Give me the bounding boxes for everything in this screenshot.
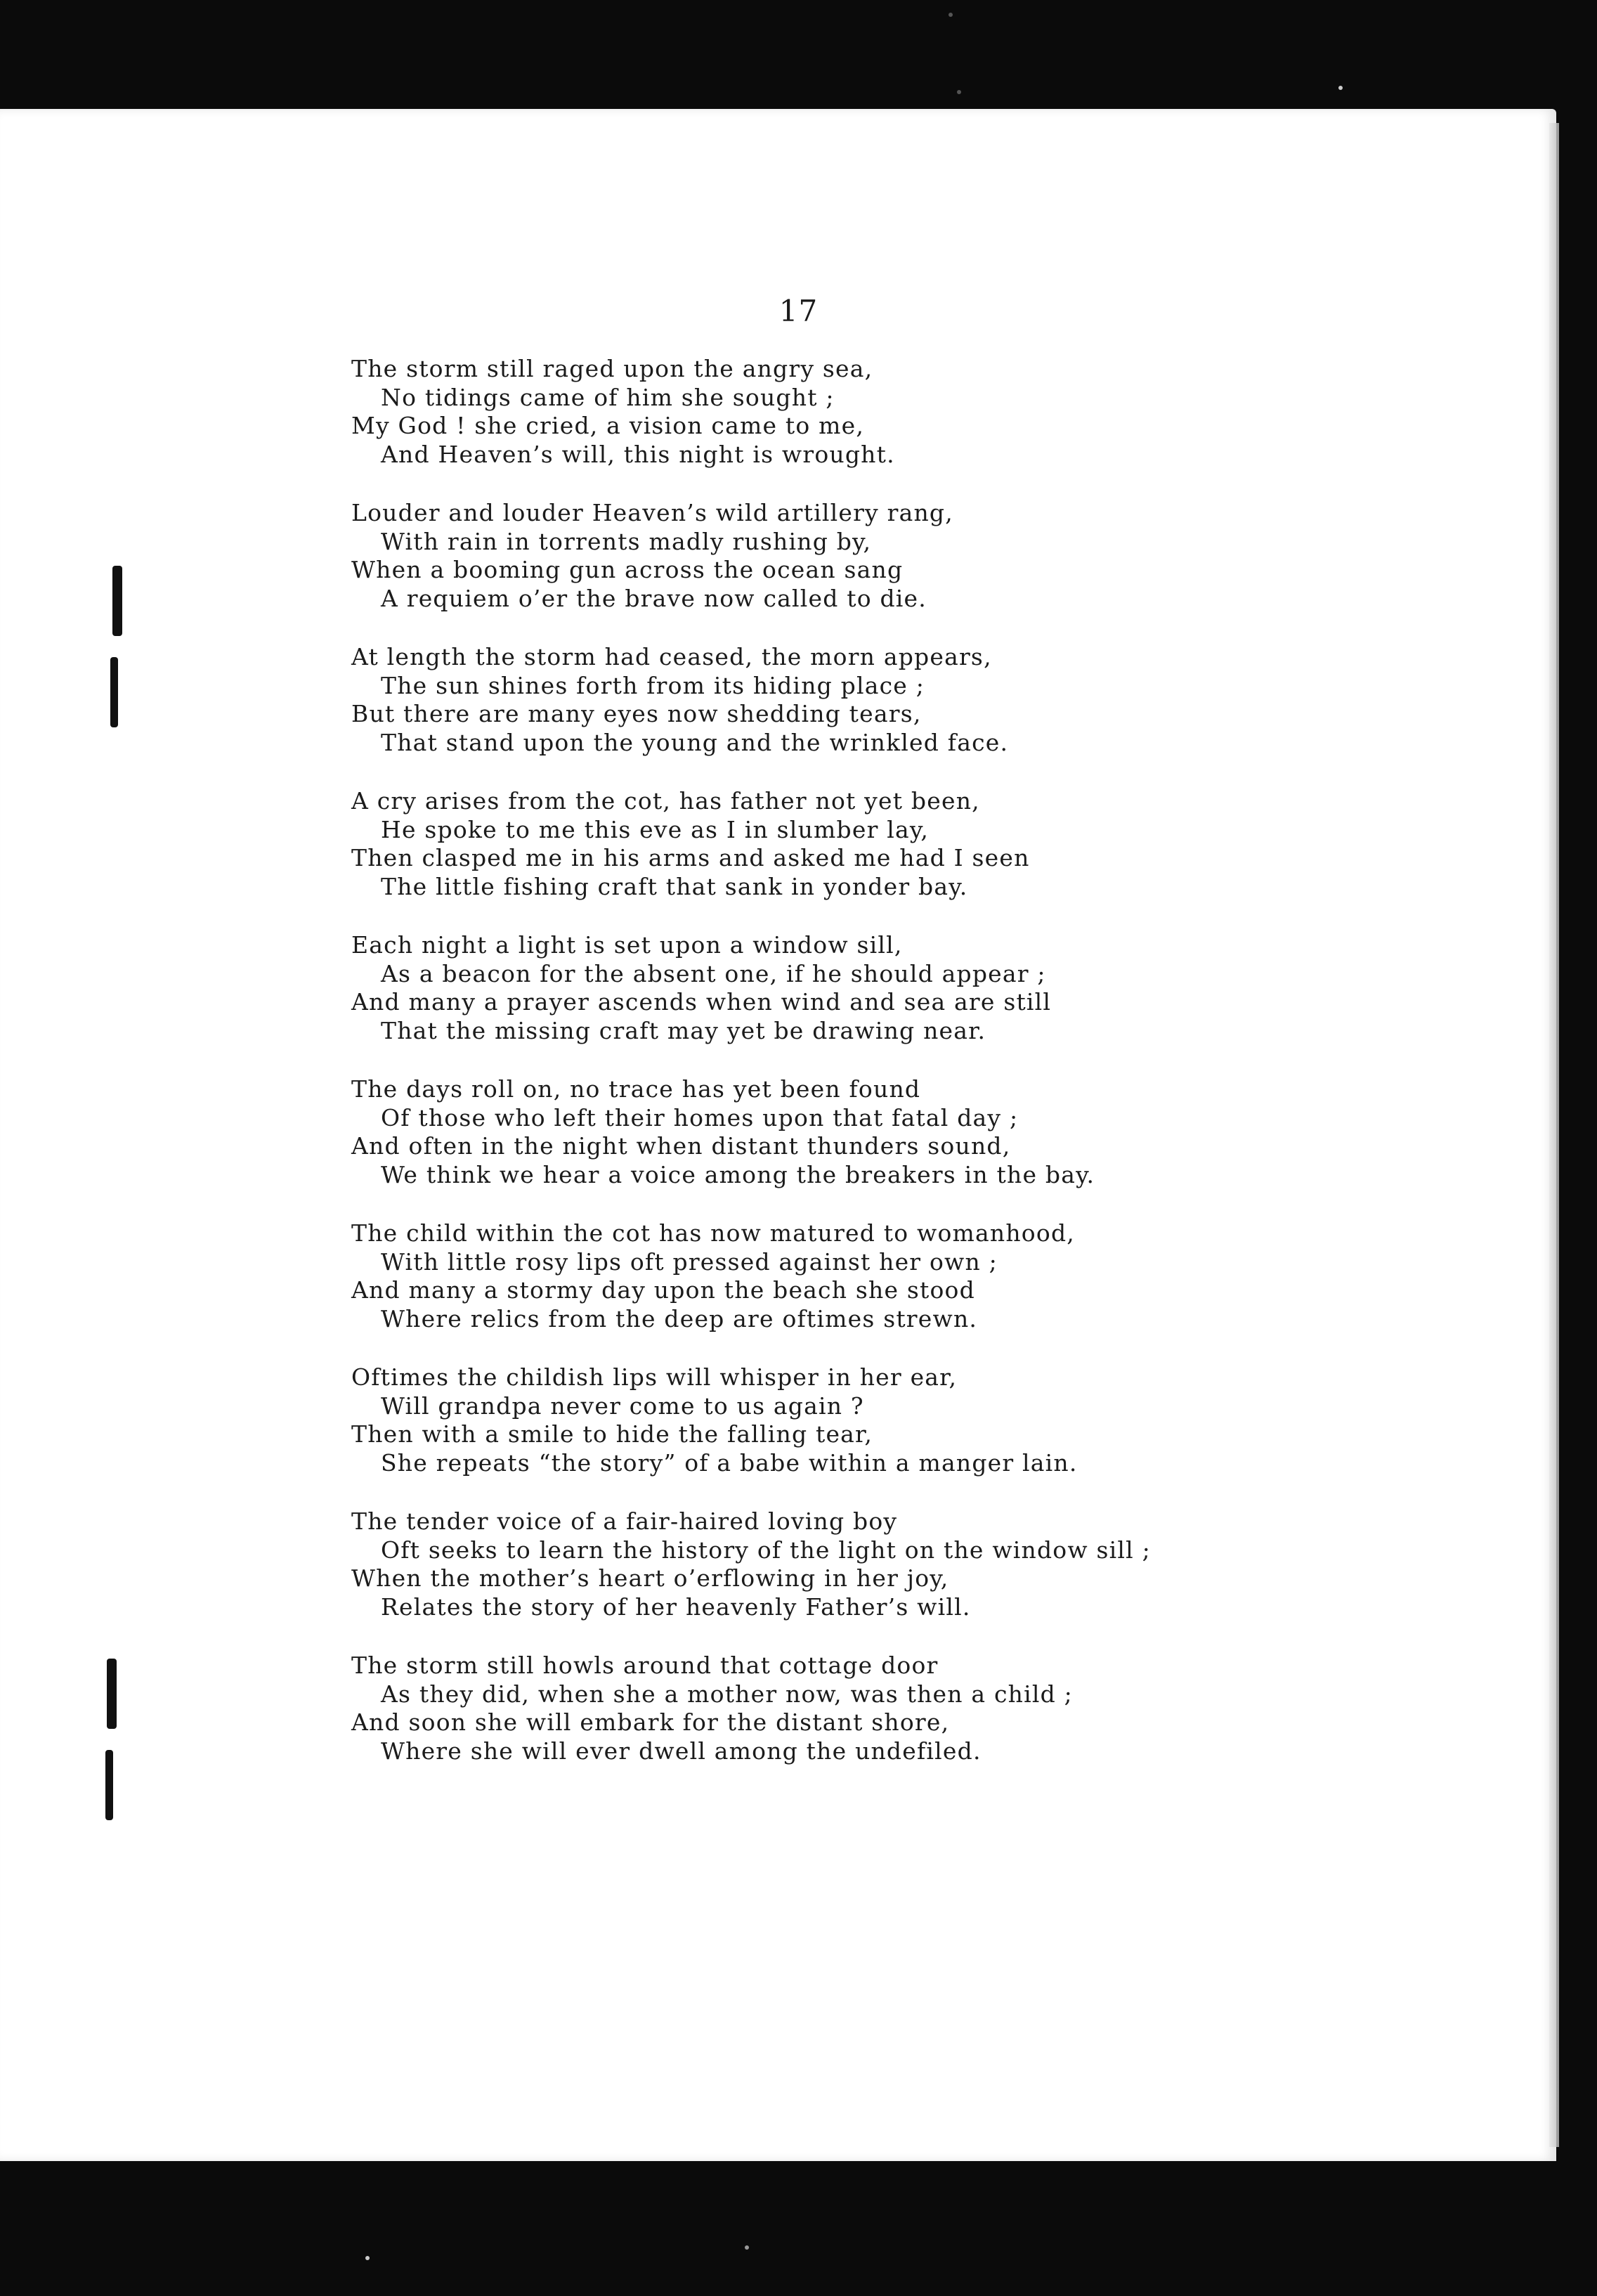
scan-speck bbox=[1338, 86, 1343, 90]
stanza bbox=[351, 1652, 1265, 1765]
scan-speck bbox=[745, 2245, 749, 2250]
poem-text bbox=[351, 355, 1265, 1796]
stanza bbox=[351, 1075, 1265, 1189]
stanza bbox=[351, 643, 1265, 757]
poem-line: That the missing craft may yet be drawing near. bbox=[381, 1016, 986, 1044]
scan-speck bbox=[949, 13, 953, 17]
scan-speck bbox=[957, 90, 961, 94]
stanza bbox=[351, 787, 1265, 901]
stanza bbox=[351, 499, 1265, 613]
page-edge-shadow bbox=[1549, 123, 1559, 2147]
poem-line: As they did, when she a mother now, was then a child ; bbox=[381, 1680, 1073, 1708]
poem-line: Then with a smile to hide the falling tear, bbox=[351, 1420, 873, 1448]
poem-line: Relates the story of her heavenly Father’s will. bbox=[381, 1593, 971, 1621]
stanza bbox=[351, 1507, 1265, 1621]
poem-line: The sun shines forth from its hiding place ; bbox=[381, 671, 925, 699]
poem-line: The little fishing craft that sank in yonder bay. bbox=[381, 872, 968, 900]
poem-line: And often in the night when distant thunders sound, bbox=[351, 1132, 1011, 1160]
binding-staple-mark bbox=[112, 566, 122, 636]
poem-line: And Heaven’s will, this night is wrought. bbox=[381, 440, 895, 468]
poem-line: He spoke to me this eve as I in slumber lay, bbox=[381, 815, 930, 843]
stanza bbox=[351, 931, 1265, 1045]
poem-line: That stand upon the young and the wrinkled face. bbox=[381, 728, 1009, 756]
poem-line: Of those who left their homes upon that fatal day ; bbox=[381, 1103, 1019, 1131]
poem-line: Louder and louder Heaven’s wild artillery rang, bbox=[351, 499, 953, 526]
poem-line: Oft seeks to learn the history of the light on the window sill ; bbox=[381, 1536, 1151, 1564]
poem-line: My God ! she cried, a vision came to me, bbox=[351, 412, 865, 439]
poem-line: Where she will ever dwell among the undefiled. bbox=[381, 1737, 982, 1765]
poem-line: Where relics from the deep are oftimes strewn. bbox=[381, 1304, 978, 1332]
poem-line: Each night a light is set upon a window sill, bbox=[351, 931, 903, 959]
poem-line: No tidings came of him she sought ; bbox=[381, 383, 835, 411]
poem-line: When a booming gun across the ocean sang bbox=[351, 556, 904, 583]
poem-line: Then clasped me in his arms and asked me had I seen bbox=[351, 844, 1030, 871]
poem-line: But there are many eyes now shedding tears, bbox=[351, 700, 922, 727]
poem-line: A cry arises from the cot, has father not yet been, bbox=[351, 787, 980, 815]
poem-line: And soon she will embark for the distant shore, bbox=[351, 1708, 950, 1736]
binding-staple-mark bbox=[110, 657, 118, 727]
poem-line: The tender voice of a fair-haired loving boy bbox=[351, 1507, 898, 1535]
poem-line: We think we hear a voice among the breakers in the bay. bbox=[381, 1160, 1095, 1188]
poem-line: The storm still raged upon the angry sea, bbox=[351, 355, 873, 382]
poem-line: The days roll on, no trace has yet been found bbox=[351, 1075, 921, 1103]
poem-line: Will grandpa never come to us again ? bbox=[381, 1392, 864, 1420]
poem-line: And many a stormy day upon the beach she stood bbox=[351, 1276, 975, 1304]
poem-line: And many a prayer ascends when wind and sea are still bbox=[351, 988, 1052, 1016]
poem-line: A requiem o’er the brave now called to die. bbox=[381, 584, 927, 612]
poem-line: With rain in torrents madly rushing by, bbox=[381, 527, 872, 555]
poem-line: With little rosy lips oft pressed against her own ; bbox=[381, 1247, 998, 1276]
poem-line: When the mother’s heart o’erflowing in her joy, bbox=[351, 1564, 949, 1592]
binding-staple-mark bbox=[105, 1750, 113, 1820]
poem-line: She repeats “the story” of a babe within a manger lain. bbox=[381, 1448, 1078, 1477]
stanza bbox=[351, 355, 1265, 469]
poem-line: The storm still howls around that cottage door bbox=[351, 1652, 939, 1679]
stanza bbox=[351, 1363, 1265, 1477]
poem-line: At length the storm had ceased, the morn appears, bbox=[351, 643, 992, 670]
poem-line: Oftimes the childish lips will whisper in her ear, bbox=[351, 1363, 958, 1391]
stanza bbox=[351, 1219, 1265, 1333]
scan-speck bbox=[365, 2256, 370, 2260]
page-number: 17 bbox=[778, 294, 819, 328]
poem-line: As a beacon for the absent one, if he should appear ; bbox=[381, 959, 1046, 987]
poem-line: The child within the cot has now matured to womanhood, bbox=[351, 1219, 1075, 1247]
binding-staple-mark bbox=[107, 1659, 117, 1729]
